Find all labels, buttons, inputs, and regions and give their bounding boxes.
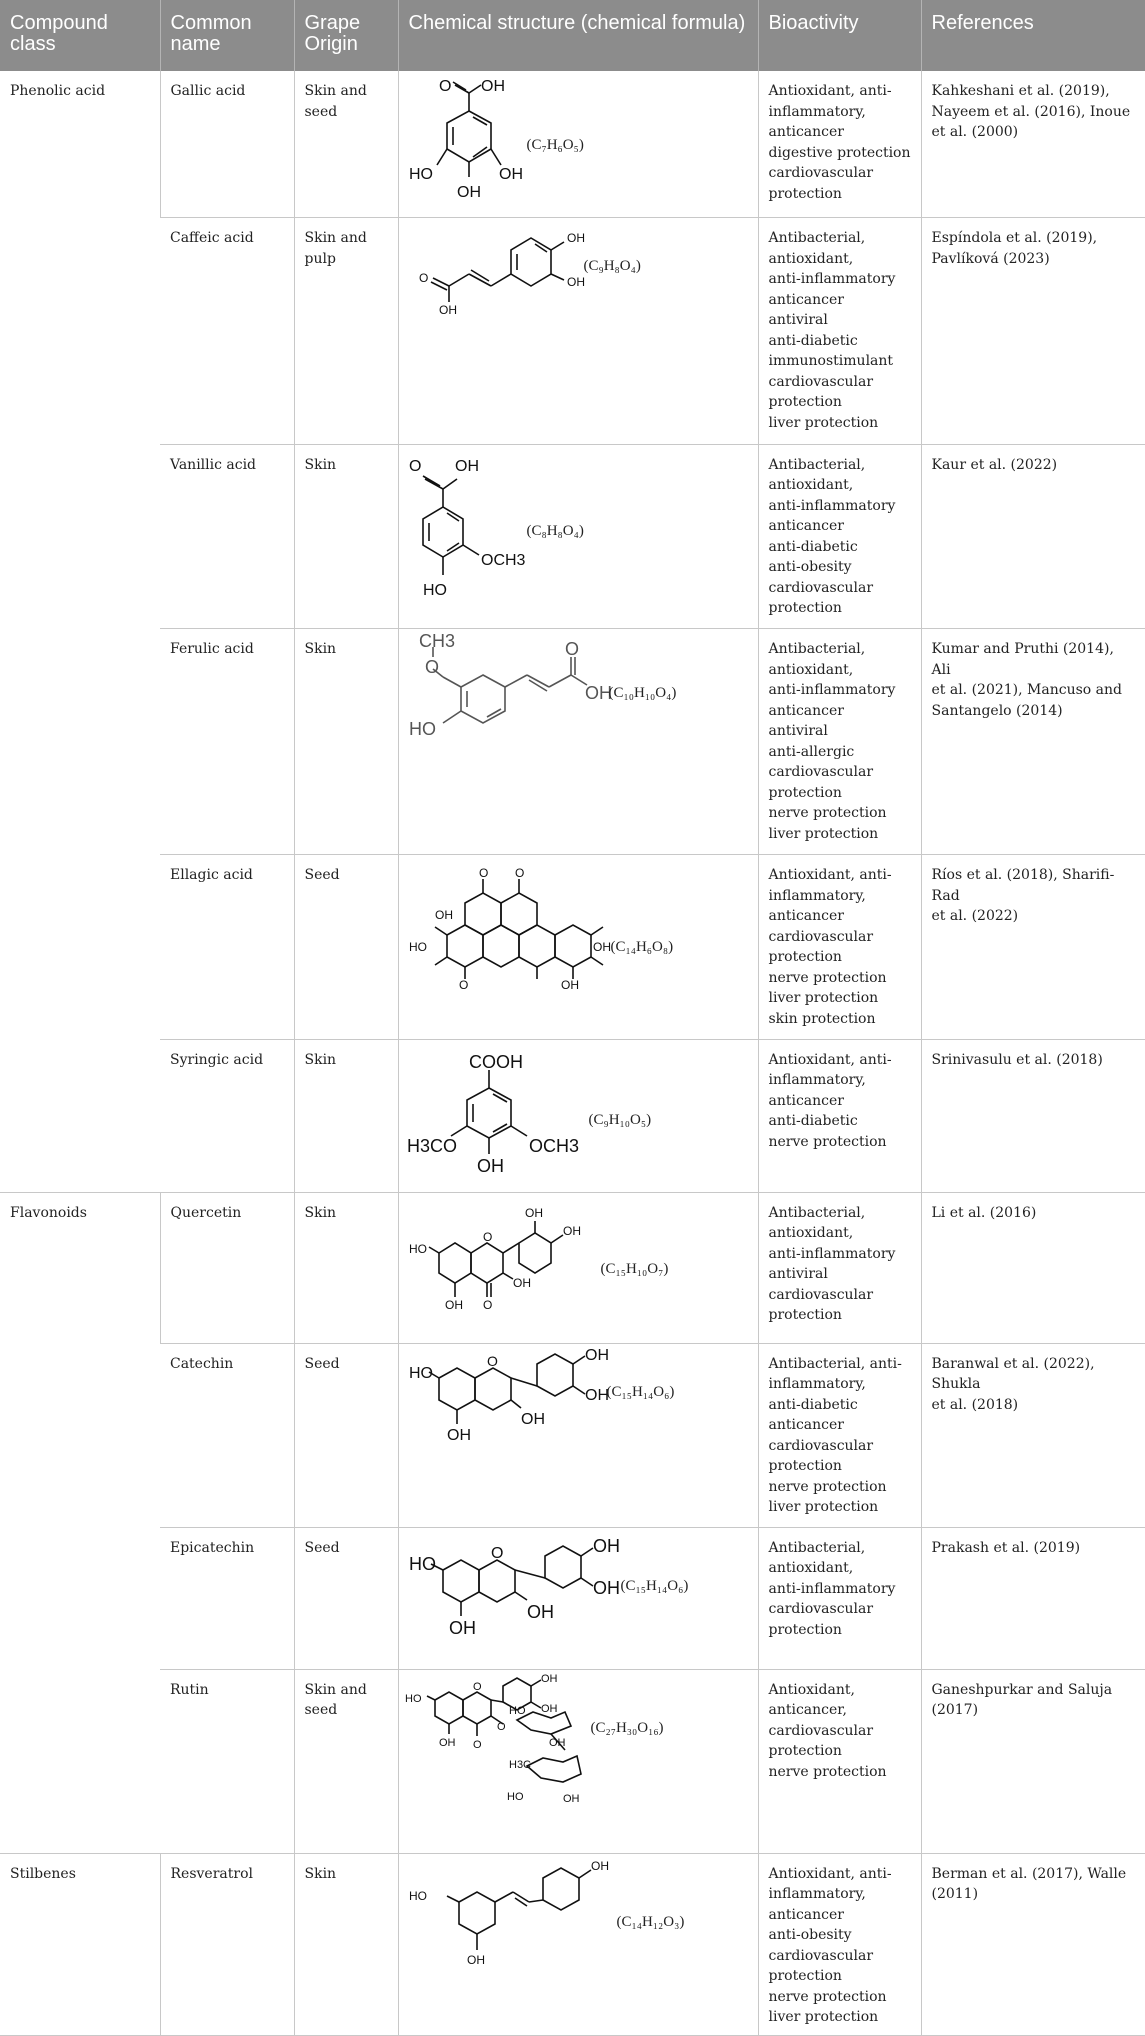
svg-text:HO: HO <box>508 1704 525 1717</box>
origin-cell: Skin <box>294 444 398 628</box>
svg-text:OCH3: OCH3 <box>528 1135 579 1156</box>
common-name-cell: Quercetin <box>160 1192 294 1343</box>
common-name-cell: Ferulic acid <box>160 629 294 855</box>
rutin-structure <box>399 1670 759 1852</box>
common-name-cell: Gallic acid <box>160 71 294 218</box>
svg-text:OH: OH <box>566 275 585 290</box>
formula-label: (C₁₅H₁₀O₇) <box>600 1260 669 1277</box>
svg-text:OCH3: OCH3 <box>480 551 525 569</box>
svg-text:OH: OH <box>498 166 523 183</box>
structure-cell <box>398 444 758 628</box>
svg-text:OH: OH <box>446 1426 471 1444</box>
svg-text:O: O <box>438 78 451 95</box>
common-name-cell: Vanillic acid <box>160 444 294 628</box>
ferulic-acid-structure <box>399 629 759 853</box>
header-common-name: Common name <box>160 0 294 71</box>
origin-cell: Seed <box>294 1527 398 1669</box>
structure-cell <box>398 629 758 855</box>
svg-text:OH: OH <box>448 1617 476 1638</box>
common-name-cell: Epicatechin <box>160 1527 294 1669</box>
svg-text:OH: OH <box>466 1952 485 1967</box>
bioactivity-cell: Antibacterial, antioxidant, anti-inflammatory anticancer antiviral anti-allergic cardiovascular protection nerve protection liver protection <box>758 629 921 855</box>
svg-text:O: O <box>496 1720 506 1733</box>
svg-text:OH: OH <box>476 1155 504 1176</box>
syringic-acid-structure <box>399 1040 759 1191</box>
common-name-cell: Resveratrol <box>160 1853 294 2035</box>
caffeic-acid-structure <box>399 218 759 442</box>
svg-text:OH: OH <box>512 1275 531 1290</box>
svg-text:O: O <box>514 866 524 881</box>
origin-cell: Seed <box>294 855 398 1039</box>
bioactivity-cell: Antibacterial, antioxidant, anti-inflammatory anticancer anti-diabetic anti-obesity cardiovascular protection <box>758 444 921 628</box>
svg-text:O: O <box>486 1352 498 1369</box>
class-cell-stilbenes: Stilbenes <box>0 1853 160 2035</box>
svg-text:O: O <box>458 978 468 993</box>
bioactivity-cell: Antioxidant, anti- inflammatory, anticancer anti-diabetic nerve protection <box>758 1039 921 1192</box>
svg-text:OH: OH <box>444 1297 463 1312</box>
bioactivity-cell: Antioxidant, anti- inflammatory, anticancer anti-obesity cardiovascular protection nerve protection liver protection <box>758 1853 921 2035</box>
svg-text:OH: OH <box>548 1736 565 1749</box>
svg-text:CH3: CH3 <box>418 631 455 652</box>
class-cell-phenolic: Phenolic acid <box>0 71 160 1192</box>
svg-text:H3C: H3C <box>508 1758 531 1771</box>
svg-text:OH: OH <box>584 683 612 704</box>
structure-cell <box>398 855 758 1039</box>
origin-cell: Skin <box>294 1039 398 1192</box>
svg-text:OH: OH <box>540 1672 557 1685</box>
svg-text:H3CO: H3CO <box>406 1135 457 1156</box>
svg-text:HO: HO <box>408 166 433 183</box>
table-row <box>0 444 1145 628</box>
svg-text:OH: OH <box>592 1535 620 1556</box>
svg-text:HO: HO <box>408 1241 427 1256</box>
svg-text:OH: OH <box>456 184 481 201</box>
svg-text:O: O <box>490 1544 503 1562</box>
formula-label: (C₇H₆O₅) <box>526 137 584 153</box>
svg-text:O: O <box>408 457 421 475</box>
references-cell: Prakash et al. (2019) <box>921 1527 1145 1669</box>
origin-cell: Skin <box>294 629 398 855</box>
table-row <box>0 71 1145 218</box>
common-name-cell: Ellagic acid <box>160 855 294 1039</box>
references-cell: Srinivasulu et al. (2018) <box>921 1039 1145 1192</box>
common-name-cell: Syringic acid <box>160 1039 294 1192</box>
svg-text:OH: OH <box>584 1386 609 1404</box>
references-cell: Kaur et al. (2022) <box>921 444 1145 628</box>
svg-text:O: O <box>418 271 428 286</box>
header-structure: Chemical structure (chemical formula) <box>398 0 758 71</box>
origin-cell: Skin and pulp <box>294 218 398 444</box>
structure-cell <box>398 1343 758 1527</box>
svg-text:HO: HO <box>422 581 447 599</box>
common-name-cell: Catechin <box>160 1343 294 1527</box>
table-row <box>0 1669 1145 1853</box>
references-cell: Ganeshpurkar and Saluja (2017) <box>921 1669 1145 1853</box>
svg-text:OH: OH <box>540 1702 557 1715</box>
origin-cell: Seed <box>294 1343 398 1527</box>
references-cell: Ríos et al. (2018), Sharifi-Rad et al. (2022) <box>921 855 1145 1039</box>
svg-text:O: O <box>472 1680 482 1693</box>
svg-text:OH: OH <box>566 231 585 246</box>
bioactivity-cell: Antioxidant, anti- inflammatory, anticancer cardiovascular protection nerve protection liver protection skin protection <box>758 855 921 1039</box>
svg-text:OH: OH <box>560 978 579 993</box>
bioactivity-cell: Antibacterial, anti- inflammatory, anti-diabetic anticancer cardiovascular protection nerve protection liver protection <box>758 1343 921 1527</box>
formula-label: (C₉H₁₀O₅) <box>588 1111 652 1128</box>
table-row <box>0 1039 1145 1192</box>
common-name-cell: Caffeic acid <box>160 218 294 444</box>
svg-text:HO: HO <box>408 719 436 740</box>
header-references: References <box>921 0 1145 71</box>
references-cell: Li et al. (2016) <box>921 1192 1145 1343</box>
table-row <box>0 218 1145 444</box>
formula-label: (C₂₇H₃₀O₁₆) <box>590 1719 664 1736</box>
svg-text:OH: OH <box>584 1346 609 1364</box>
svg-text:OH: OH <box>562 1223 581 1238</box>
formula-label: (C₁₄H₁₂O₃) <box>616 1913 685 1930</box>
table-row <box>0 1853 1145 2035</box>
table-row <box>0 1527 1145 1669</box>
structure-cell <box>398 1192 758 1343</box>
structure-cell <box>398 71 758 218</box>
common-name-cell: Rutin <box>160 1669 294 1853</box>
svg-text:OH: OH <box>524 1205 543 1220</box>
svg-text:OH: OH <box>480 78 505 95</box>
svg-text:OH: OH <box>592 1577 620 1598</box>
structure-cell <box>398 218 758 444</box>
formula-label: (C₁₅H₁₄O₆) <box>606 1383 675 1400</box>
bioactivity-cell: Antioxidant, anti- inflammatory, anticancer digestive protection cardiovascular protection <box>758 71 921 218</box>
formula-label: (C₁₄H₆O₈) <box>610 939 674 956</box>
references-cell: Espíndola et al. (2019), Pavlíková (2023) <box>921 218 1145 444</box>
svg-text:OH: OH <box>526 1601 554 1622</box>
formula-label: (C₈H₈O₄) <box>526 522 584 539</box>
origin-cell: Skin and seed <box>294 71 398 218</box>
header-compound-class: Compound class <box>0 0 160 71</box>
structure-cell <box>398 1527 758 1669</box>
bioactivity-cell: Antioxidant, anticancer, cardiovascular protection nerve protection <box>758 1669 921 1853</box>
quercetin-structure <box>399 1193 759 1342</box>
svg-text:OH: OH <box>434 908 453 923</box>
svg-text:OH: OH <box>438 1736 455 1749</box>
header-row <box>0 0 1145 71</box>
svg-text:O: O <box>482 1229 492 1244</box>
svg-text:OH: OH <box>454 457 479 475</box>
svg-text:O: O <box>478 866 488 881</box>
ellagic-acid-structure <box>399 855 759 1037</box>
bioactivity-cell: Antibacterial, antioxidant, anti-inflammatory cardiovascular protection <box>758 1527 921 1669</box>
references-cell: Kumar and Pruthi (2014), Ali et al. (2021), Mancuso and Santangelo (2014) <box>921 629 1145 855</box>
epicatechin-structure <box>399 1528 759 1668</box>
svg-text:O: O <box>482 1297 492 1312</box>
header-grape-origin: Grape Origin <box>294 0 398 71</box>
structure-cell <box>398 1853 758 2035</box>
table-row <box>0 1343 1145 1527</box>
origin-cell: Skin <box>294 1853 398 2035</box>
references-cell: Kahkeshani et al. (2019), Nayeem et al. (2016), Inoue et al. (2000) <box>921 71 1145 218</box>
formula-label: (C₁₅H₁₄O₆) <box>620 1577 689 1594</box>
table-row <box>0 629 1145 855</box>
svg-text:OH: OH <box>592 940 611 955</box>
svg-text:O: O <box>472 1738 482 1751</box>
formula-label: (C₉H₈O₄) <box>583 258 641 275</box>
svg-text:HO: HO <box>408 1553 436 1574</box>
svg-text:OH: OH <box>438 303 457 318</box>
svg-text:O: O <box>424 657 439 678</box>
resveratrol-structure <box>399 1854 759 2034</box>
bioactivity-cell: Antibacterial, antioxidant, anti-inflammatory antiviral cardiovascular protection <box>758 1192 921 1343</box>
origin-cell: Skin and seed <box>294 1669 398 1853</box>
table-row <box>0 855 1145 1039</box>
structure-cell <box>398 1039 758 1192</box>
structure-cell <box>398 1669 758 1853</box>
svg-text:OH: OH <box>590 1858 609 1873</box>
bioactivity-cell: Antibacterial, antioxidant, anti-inflammatory anticancer antiviral anti-diabetic immunostimulant cardiovascular protection liver protection <box>758 218 921 444</box>
svg-text:HO: HO <box>408 940 427 955</box>
references-cell: Baranwal et al. (2022), Shukla et al. (2018) <box>921 1343 1145 1527</box>
svg-text:O: O <box>564 639 579 660</box>
formula-label: (C₁₀H₁₀O₄) <box>608 685 677 702</box>
references-cell: Berman et al. (2017), Walle (2011) <box>921 1853 1145 2035</box>
catechin-structure <box>399 1344 759 1526</box>
svg-text:HO: HO <box>408 1888 427 1903</box>
svg-text:OH: OH <box>520 1410 545 1428</box>
table-row <box>0 1192 1145 1343</box>
svg-text:HO: HO <box>404 1692 421 1705</box>
class-cell-flavonoids: Flavonoids <box>0 1192 160 1853</box>
svg-text:HO: HO <box>506 1790 523 1803</box>
header-bioactivity: Bioactivity <box>758 0 921 71</box>
origin-cell: Skin <box>294 1192 398 1343</box>
svg-text:HO: HO <box>408 1364 433 1382</box>
svg-text:OH: OH <box>562 1792 579 1805</box>
svg-text:COOH: COOH <box>468 1051 523 1072</box>
